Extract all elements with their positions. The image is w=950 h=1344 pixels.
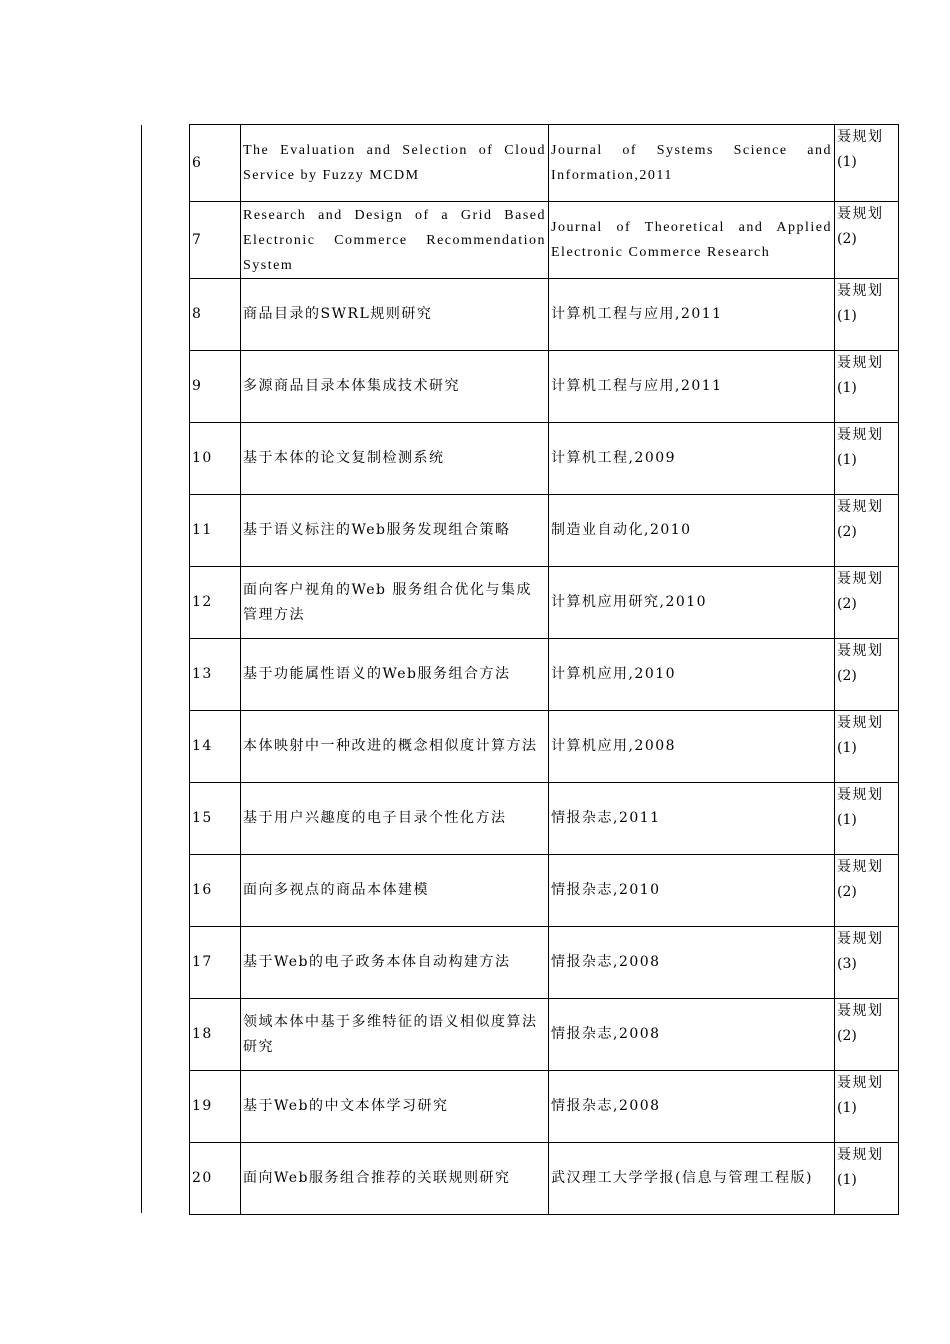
table-row (190, 1143, 899, 1215)
author-name: 聂规划 (837, 499, 884, 515)
paper-title: 基于Web的中文本体学习研究 (241, 1071, 549, 1143)
table-row (190, 999, 899, 1071)
author-rank: (2) (837, 884, 857, 900)
author-rank: (1) (837, 452, 857, 468)
author-cell (835, 711, 899, 783)
table-row (190, 1071, 899, 1143)
table-row (190, 351, 899, 423)
author-rank: (1) (837, 308, 857, 324)
author-rank: (2) (837, 231, 857, 247)
author-rank: (2) (837, 668, 857, 684)
row-number: 15 (190, 783, 241, 855)
row-number: 17 (190, 927, 241, 999)
author-cell (835, 999, 899, 1071)
author-name: 聂规划 (837, 129, 884, 145)
author-name: 聂规划 (837, 283, 884, 299)
author-rank: (2) (837, 524, 857, 540)
author-cell (835, 855, 899, 927)
paper-title: The Evaluation and Selection of Cloud Service by Fuzzy MCDM (241, 125, 549, 202)
table-row (190, 711, 899, 783)
paper-title: 领域本体中基于多维特征的语义相似度算法研究 (241, 999, 549, 1071)
paper-title: 商品目录的SWRL规则研究 (241, 279, 549, 351)
journal-name: Journal of Theoretical and Applied Electronic Commerce Research (549, 202, 835, 279)
journal-name: 计算机应用研究,2010 (549, 567, 835, 639)
author-cell (835, 279, 899, 351)
author-name: 聂规划 (837, 1075, 884, 1091)
author-cell (835, 1143, 899, 1215)
author-name: 聂规划 (837, 715, 884, 731)
paper-title: Research and Design of a Grid Based Electronic Commerce Recommendation System (241, 202, 549, 279)
author-name: 聂规划 (837, 355, 884, 371)
author-rank: (1) (837, 380, 857, 396)
paper-title: 基于本体的论文复制检测系统 (241, 423, 549, 495)
row-number: 14 (190, 711, 241, 783)
paper-title: 基于语义标注的Web服务发现组合策略 (241, 495, 549, 567)
journal-name: Journal of Systems Science and Information,2011 (549, 125, 835, 202)
row-number: 6 (190, 125, 241, 202)
author-name: 聂规划 (837, 571, 884, 587)
table-row (190, 567, 899, 639)
author-cell (835, 567, 899, 639)
author-cell (835, 351, 899, 423)
table-row (190, 125, 899, 202)
publication-table (189, 124, 899, 1215)
author-rank: (1) (837, 154, 857, 170)
paper-title: 面向多视点的商品本体建模 (241, 855, 549, 927)
journal-name: 武汉理工大学学报(信息与管理工程版) (549, 1143, 835, 1215)
paper-title: 面向Web服务组合推荐的关联规则研究 (241, 1143, 549, 1215)
row-number: 13 (190, 639, 241, 711)
paper-title: 基于用户兴趣度的电子目录个性化方法 (241, 783, 549, 855)
table-row (190, 423, 899, 495)
row-number: 16 (190, 855, 241, 927)
author-cell (835, 202, 899, 279)
row-number: 11 (190, 495, 241, 567)
author-cell (835, 495, 899, 567)
table-row (190, 927, 899, 999)
row-number: 20 (190, 1143, 241, 1215)
journal-name: 制造业自动化,2010 (549, 495, 835, 567)
table-row (190, 783, 899, 855)
row-number: 9 (190, 351, 241, 423)
row-number: 8 (190, 279, 241, 351)
author-rank: (1) (837, 812, 857, 828)
author-rank: (1) (837, 1100, 857, 1116)
author-cell (835, 927, 899, 999)
author-name: 聂规划 (837, 1003, 884, 1019)
journal-name: 情报杂志,2008 (549, 1071, 835, 1143)
journal-name: 情报杂志,2008 (549, 927, 835, 999)
author-name: 聂规划 (837, 859, 884, 875)
paper-title: 多源商品目录本体集成技术研究 (241, 351, 549, 423)
author-name: 聂规划 (837, 643, 884, 659)
author-name: 聂规划 (837, 427, 884, 443)
paper-title: 基于Web的电子政务本体自动构建方法 (241, 927, 549, 999)
journal-name: 情报杂志,2011 (549, 783, 835, 855)
journal-name: 计算机工程与应用,2011 (549, 351, 835, 423)
table-row (190, 855, 899, 927)
paper-title: 面向客户视角的Web 服务组合优化与集成管理方法 (241, 567, 549, 639)
journal-name: 情报杂志,2010 (549, 855, 835, 927)
author-rank: (2) (837, 596, 857, 612)
author-rank: (3) (837, 956, 857, 972)
author-cell (835, 125, 899, 202)
row-number: 10 (190, 423, 241, 495)
author-rank: (2) (837, 1028, 857, 1044)
author-cell (835, 639, 899, 711)
author-name: 聂规划 (837, 1147, 884, 1163)
author-rank: (1) (837, 740, 857, 756)
journal-name: 计算机应用,2010 (549, 639, 835, 711)
row-number: 7 (190, 202, 241, 279)
author-rank: (1) (837, 1172, 857, 1188)
journal-name: 计算机应用,2008 (549, 711, 835, 783)
author-cell (835, 783, 899, 855)
margin-rule (141, 125, 142, 1213)
table-row (190, 495, 899, 567)
author-cell (835, 423, 899, 495)
row-number: 12 (190, 567, 241, 639)
row-number: 19 (190, 1071, 241, 1143)
row-number: 18 (190, 999, 241, 1071)
author-name: 聂规划 (837, 931, 884, 947)
paper-title: 本体映射中一种改进的概念相似度计算方法 (241, 711, 549, 783)
table-row (190, 279, 899, 351)
author-name: 聂规划 (837, 787, 884, 803)
table-row (190, 639, 899, 711)
journal-name: 情报杂志,2008 (549, 999, 835, 1071)
paper-title: 基于功能属性语义的Web服务组合方法 (241, 639, 549, 711)
journal-name: 计算机工程,2009 (549, 423, 835, 495)
author-name: 聂规划 (837, 206, 884, 222)
journal-name: 计算机工程与应用,2011 (549, 279, 835, 351)
table-row (190, 202, 899, 279)
author-cell (835, 1071, 899, 1143)
